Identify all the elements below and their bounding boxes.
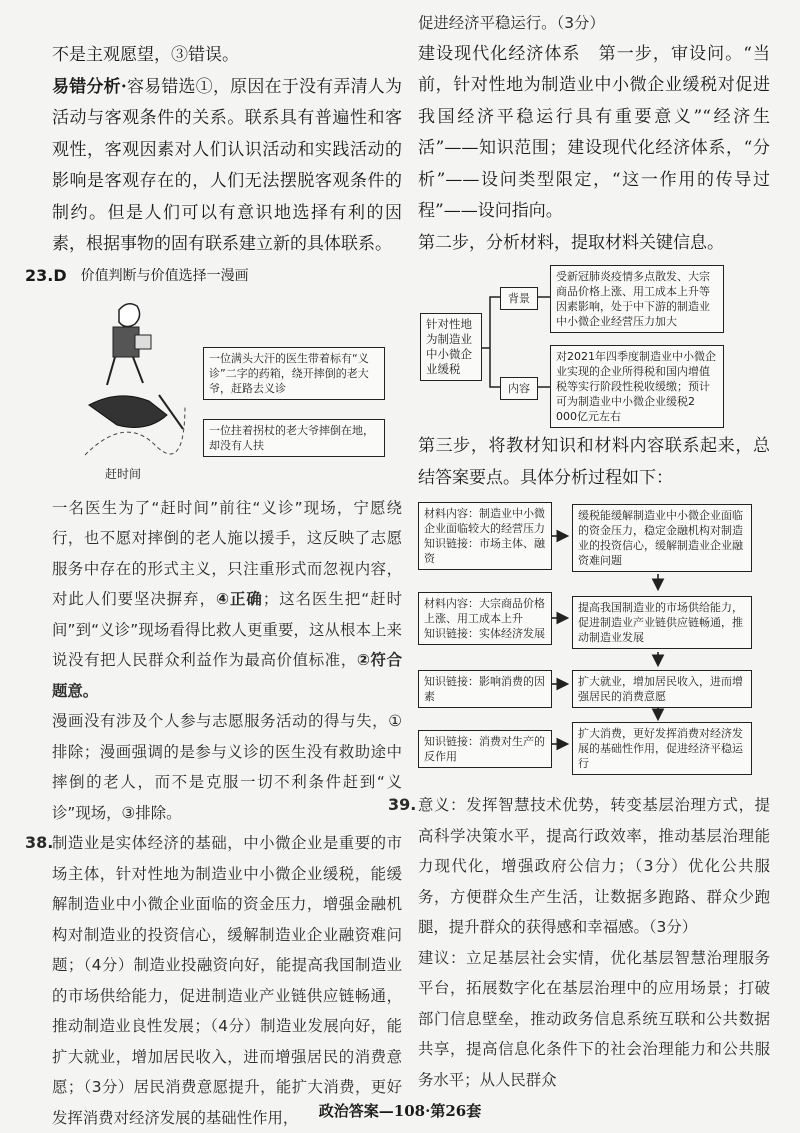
cartoon-drawing: [79, 295, 189, 465]
q39-suggestion: 建议：立足基层社会实情，优化基层智慧治理服务平台，拓展数字化在基层治理中的应用场景；打破部门信息壁垒，推动政务信息系统互联和公共数据共享，提高信息化条件下的社会治理能力和公共服务水平；从人民群众: [418, 948, 770, 1089]
diagram-content-text: 对2021年四季度制造业中小微企业实现的企业所得税和国内增值税等实行阶段性税收缓缴；预计可为制造业中小微企业缓税2 000亿元左右: [550, 345, 724, 428]
left-intro: 不是主观愿望，③错误。: [52, 45, 239, 65]
q23-para-1: 一名医生为了“赶时间”前往“义诊”现场，宁愿绕行，也不愿对摔倒的老人施以援手，这反映了志愿服务中存在的形式主义，只注重形式而忽视内容，对此人们要坚决摒弃，④正确；这名医生把“赶时间”到“义诊”现场看得比救人更重要，这从根本上来说没有把人民群众利益作为最高价值标准，②符合题意。: [52, 498, 402, 700]
cartoon-figure: [79, 295, 429, 485]
cartoon-annotation-doctor: 一位满头大汗的医生带着标有“义诊”二字的药箱，绕开摔倒的老大爷，赶路去义诊: [203, 347, 385, 400]
flow-left-2: 材料内容：大宗商品价格上涨、用工成本上升 知识链接：实体经济发展: [418, 592, 552, 645]
flow-left-3: 知识链接：影响消费的因素: [418, 670, 552, 708]
error-analysis: [52, 72, 402, 261]
q39-meaning: 39. 意义：发挥智慧技术优势，转变基层治理方式，提高科学决策水平，提高行政效率，推动基层治理能力现代化，增强政府公信力；（3分）优化公共服务，方便群众生产生活，让数据多跑路、群众少跑腿，提升群众的获得感和幸福感。（3分）: [388, 790, 770, 943]
right-top: 促进经济平稳运行。（3分）: [418, 14, 605, 32]
step-1: 建设现代化经济体系 第一步，审设问。“当前，针对性地为制造业中小微企业缓税对促进我国经济平稳运行具有重要意义”“经济生活”——知识范围；建设现代化经济体系，“分析”——设问类型限定，“这一作用的传导过程”——设问指向。: [418, 43, 770, 221]
q39-number: 39.: [388, 795, 417, 814]
left-column: [25, 40, 402, 1133]
diagram-center: 针对性地为制造业中小微企业缓税: [420, 313, 482, 381]
step-3: 第三步，将教材知识和材料内容联系起来，总结答案要点。具体分析过程如下：: [418, 436, 770, 488]
analysis-flowchart: [418, 500, 770, 780]
q23-tag: 价值判断与价值选择一漫画: [80, 267, 249, 284]
q23-number: 23.D: [25, 265, 67, 285]
right-column: [388, 14, 770, 1095]
material-diagram: [418, 263, 770, 423]
cartoon-annotation-elder: 一位拄着拐杖的老大爷摔倒在地，却没有人扶: [203, 419, 385, 457]
flow-left-4: 知识链接：消费对生产的反作用: [418, 730, 552, 768]
diagram-bg-label: 背景: [500, 287, 538, 310]
page-footer: 政治答案—108·第26套: [318, 1102, 482, 1120]
flow-right-4: 扩大消费，更好发挥消费对经济发展的基础性作用，促进经济平稳运行: [572, 722, 752, 775]
error-analysis-label: 易错分析·: [52, 76, 127, 97]
q38-answer: 38. 制造业是实体经济的基础，中小微企业是重要的市场主体，针对性地为制造业中小微企业缓税，能缓解制造业中小微企业面临的资金压力，增强金融机构对制造业的投资信心，缓解制造业企业融资难问题；（4分）制造业投融资向好，能提高我国制造业的市场供给能力，促进制造业产业链供应链畅通，推动制造业良性发展；（4分）制造业发展向好，能扩大就业，增加居民收入，进而增强居民的消费意愿；（3分）居民消费意愿提升，能扩大消费，更好发挥消费对经济发展的基础性作用，: [25, 828, 402, 1133]
flow-left-1: 材料内容：制造业中小微企业面临较大的经营压力 知识链接：市场主体、融资: [418, 502, 552, 570]
error-analysis-text: 容易错选①，原因在于没有弄清人为活动与客观条件的关系。联系具有普遍性和客观性，客观因素对人们认识活动和实践活动的影响是客观存在的，人们无法摆脱客观条件的制约。但是人们可以有意识地选择有利的因素，根据事物的固有联系建立新的具体联系。: [52, 76, 402, 254]
q23-para-2: 漫画没有涉及个人参与志愿服务活动的得与失，①排除；漫画强调的是参与义诊的医生没有救助途中摔倒的老人，而不是克服一切不利条件赶到“义诊”现场，③排除。: [52, 712, 402, 822]
q38-number: 38.: [25, 833, 54, 852]
flow-right-1: 缓税能缓解制造业中小微企业面临的资金压力，稳定金融机构对制造业的投资信心，缓解制造业企业融资难问题: [572, 504, 752, 572]
cartoon-caption: 赶时间: [105, 466, 142, 481]
flow-right-2: 提高我国制造业的市场供给能力，促进制造业产业链供应链畅通，推动制造业发展: [572, 596, 752, 649]
diagram-bg-text: 受新冠肺炎疫情多点散发、大宗商品价格上涨、用工成本上升等因素影响，处于中下游的制造业中小微企业经营压力加大: [550, 265, 724, 333]
step-2: 第二步，分析材料，提取材料关键信息。: [418, 232, 724, 253]
diagram-content-label: 内容: [500, 377, 538, 400]
flow-right-3: 扩大就业，增加居民收入，进而增强居民的消费意愿: [572, 670, 752, 708]
q23-header: [25, 261, 402, 291]
